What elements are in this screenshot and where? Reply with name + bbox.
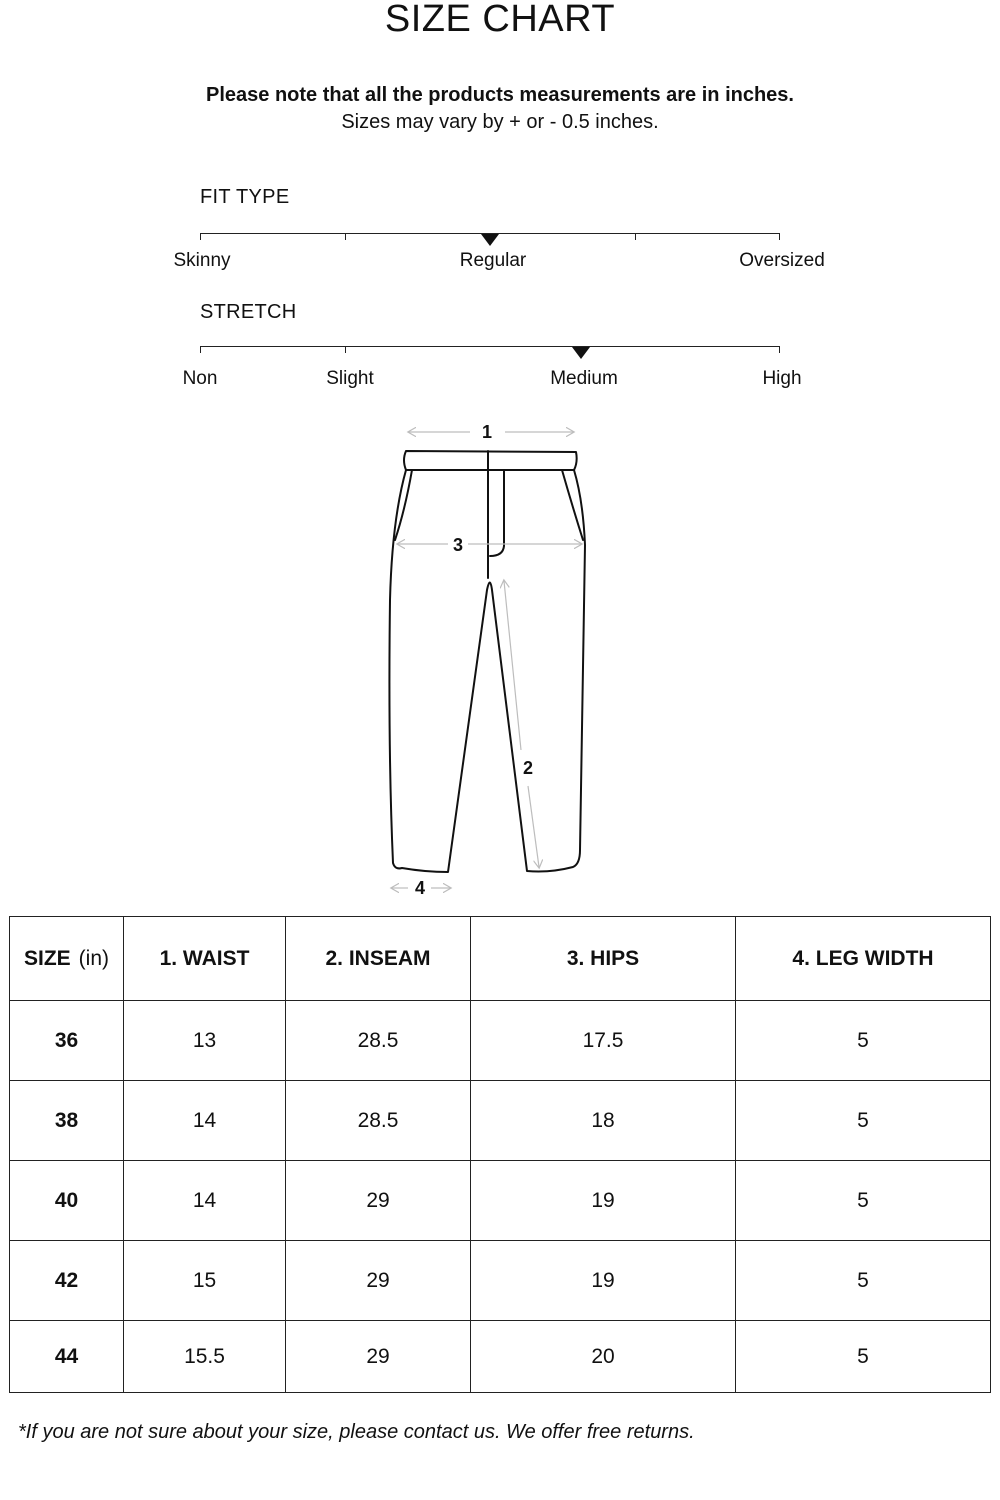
cell-waist: 13 <box>124 1001 286 1081</box>
stretch-tick <box>779 346 780 353</box>
cell-inseam: 29 <box>286 1161 471 1241</box>
cell-leg-width: 5 <box>736 1321 991 1393</box>
fit-type-tick <box>345 233 346 240</box>
cell-hips: 20 <box>471 1321 736 1393</box>
cell-inseam: 28.5 <box>286 1081 471 1161</box>
cell-waist: 15.5 <box>124 1321 286 1393</box>
header-size <box>10 917 124 1001</box>
trouser-pocket-right <box>562 470 583 540</box>
cell-size: 36 <box>10 1001 124 1081</box>
cell-waist: 15 <box>124 1241 286 1321</box>
stretch-label-high: High <box>762 368 802 389</box>
fit-type-tick <box>200 233 201 240</box>
fit-type-selected-marker <box>481 234 499 246</box>
stretch-line <box>200 346 780 347</box>
table-row <box>10 1241 991 1321</box>
cell-size: 38 <box>10 1081 124 1161</box>
header-waist: 1. WAIST <box>124 917 286 1001</box>
cell-leg-width: 5 <box>736 1001 991 1081</box>
cell-leg-width: 5 <box>736 1161 991 1241</box>
fit-type-label-regular: Regular <box>459 250 527 271</box>
cell-waist: 14 <box>124 1081 286 1161</box>
stretch-label-slight: Slight <box>326 368 374 389</box>
fit-type-label-oversized: Oversized <box>739 250 825 271</box>
fit-type-tick <box>779 233 780 240</box>
cell-inseam: 29 <box>286 1241 471 1321</box>
header-inseam: 2. INSEAM <box>286 917 471 1001</box>
page-title: SIZE CHART <box>384 0 616 40</box>
stretch-title: STRETCH <box>200 301 297 323</box>
stretch-tick <box>200 346 201 353</box>
stretch-selected-marker <box>572 347 590 359</box>
cell-inseam: 29 <box>286 1321 471 1393</box>
inseam-arrow <box>504 581 521 750</box>
cell-hips: 19 <box>471 1241 736 1321</box>
inseam-arrow <box>528 786 539 867</box>
table-row <box>10 1321 991 1393</box>
stretch-label-non: Non <box>182 368 218 389</box>
trouser-waistband <box>404 451 577 470</box>
table-row <box>10 1081 991 1161</box>
cell-size: 42 <box>10 1241 124 1321</box>
marker-leg-width: 4 <box>414 878 426 898</box>
marker-hips: 3 <box>452 535 464 555</box>
returns-footnote: *If you are not sure about your size, please contact us. We offer free returns. <box>18 1421 695 1443</box>
fit-type-tick <box>635 233 636 240</box>
header-leg-width: 4. LEG WIDTH <box>736 917 991 1001</box>
cell-leg-width: 5 <box>736 1241 991 1321</box>
cell-size: 44 <box>10 1321 124 1393</box>
marker-waist: 1 <box>481 422 493 442</box>
stretch-label-medium: Medium <box>550 368 618 389</box>
measurement-note: Please note that all the products measurements are in inches. <box>206 84 794 106</box>
fit-type-label-skinny: Skinny <box>173 250 231 271</box>
cell-hips: 18 <box>471 1081 736 1161</box>
trouser-diagram <box>0 400 1000 900</box>
table-header-row <box>10 917 991 1001</box>
cell-leg-width: 5 <box>736 1081 991 1161</box>
cell-hips: 17.5 <box>471 1001 736 1081</box>
trouser-fly-stitch <box>490 470 504 556</box>
stretch-tick <box>345 346 346 353</box>
cell-size: 40 <box>10 1161 124 1241</box>
fit-type-title: FIT TYPE <box>200 186 290 208</box>
cell-hips: 19 <box>471 1161 736 1241</box>
table-row <box>10 1001 991 1081</box>
marker-inseam: 2 <box>522 758 534 778</box>
header-size-label: SIZE <box>23 946 71 970</box>
header-size-unit: (in) <box>78 946 110 970</box>
table-row <box>10 1161 991 1241</box>
cell-inseam: 28.5 <box>286 1001 471 1081</box>
cell-waist: 14 <box>124 1161 286 1241</box>
header-hips: 3. HIPS <box>471 917 736 1001</box>
variance-note: Sizes may vary by + or - 0.5 inches. <box>341 111 659 133</box>
size-table <box>9 916 991 1393</box>
